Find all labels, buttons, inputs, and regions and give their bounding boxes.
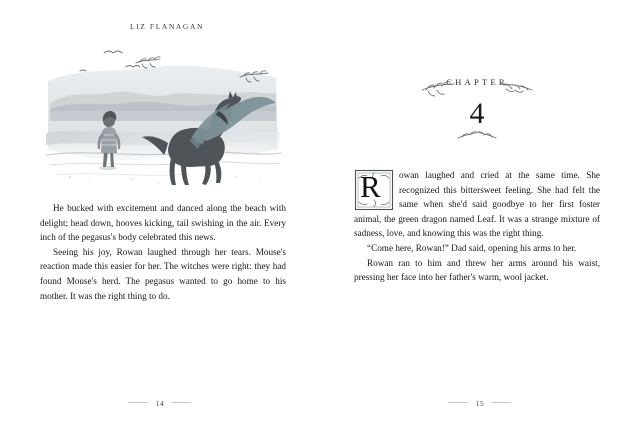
- chapter-heading: [354, 72, 600, 146]
- paragraph: Rowan ran to him and threw her arms around his waist, pressing her face into her father's warm, wool jacket.: [354, 257, 600, 283]
- folio-number: 15: [475, 399, 485, 408]
- paragraph: “Come here, Rowan!” Dad said, opening his arms to her.: [367, 242, 577, 253]
- paragraph: owan laughed and cried at the same time. She recognized this bittersweet feeling. She had felt the same when she'd said goodbye to her first foster animal, the green dragon named Leaf. It was a strange mixture of sadness, love, and knowing this was the right thing.: [354, 170, 600, 239]
- paragraph: He bucked with excitement and danced along the beach with delight; head down, hooves kicking, tail swishing in the air. Every inch of the pegasus's body celebrated this news.: [40, 203, 286, 243]
- folio-number: 14: [155, 399, 165, 408]
- chapter-number: 4: [469, 97, 485, 130]
- pegasus-beach-illustration: [40, 37, 288, 187]
- left-page-body: [40, 201, 286, 303]
- right-page-body: [354, 168, 600, 285]
- paragraph: Seeing his joy, Rowan laughed through her tears. Mouse's reaction made this easier for her. The witches were right: they had found Mouse's herd. The pegasus wanted to go home to his mother. It was the right thing to do.: [40, 246, 286, 301]
- folio-ornament-left-icon: ⸻: [128, 398, 149, 407]
- decorative-dropcap: [354, 169, 394, 211]
- folio-ornament-left-icon: ⸻: [448, 398, 469, 407]
- chapter-label: CHAPTER: [446, 77, 508, 87]
- right-page-folio: [320, 397, 640, 408]
- left-page-folio: [0, 397, 320, 408]
- right-page: [320, 0, 640, 436]
- dropcap-letter: R: [360, 169, 381, 204]
- folio-ornament-right-icon: ⸻: [491, 398, 512, 407]
- running-head: LIZ FLANAGAN: [130, 22, 204, 31]
- folio-ornament-right-icon: ⸻: [171, 398, 192, 407]
